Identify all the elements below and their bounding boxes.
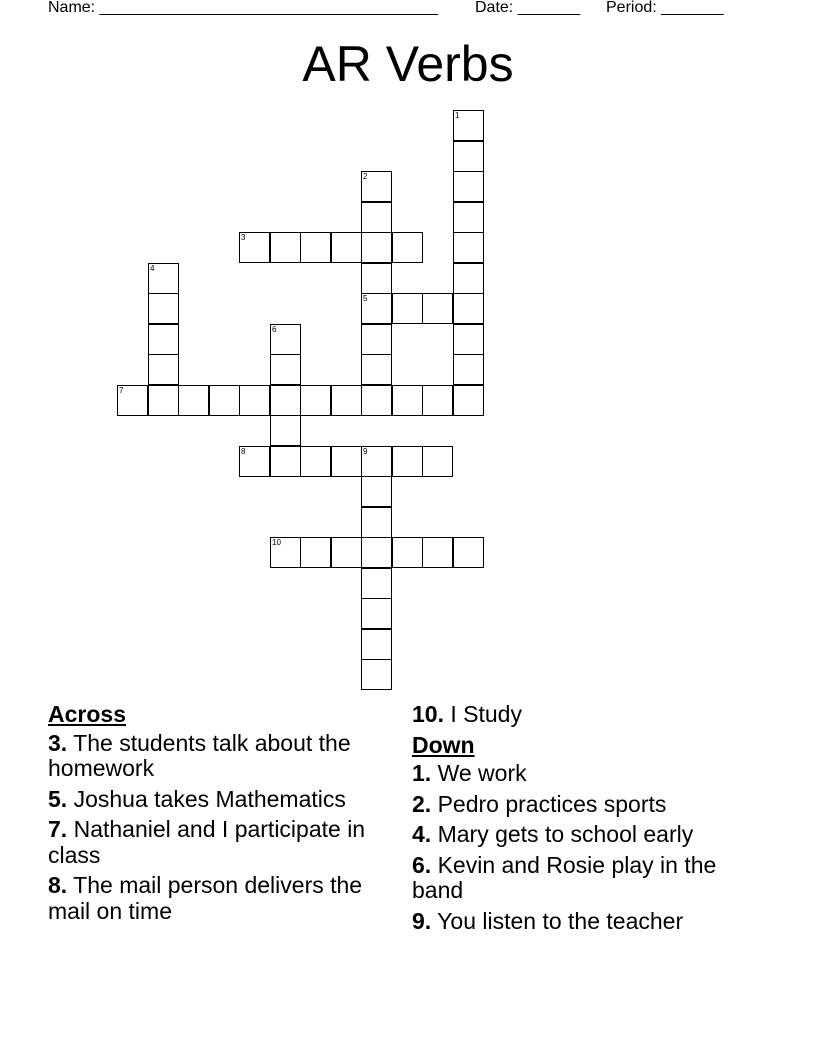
clue-text: Pedro practices sports	[437, 790, 667, 817]
crossword-cell[interactable]	[331, 385, 362, 416]
clues-right-column	[412, 702, 742, 939]
clue-number: 5.	[48, 785, 68, 812]
clue-text: Joshua takes Mathematics	[73, 785, 346, 812]
crossword-cell[interactable]	[361, 629, 392, 660]
crossword-cell[interactable]	[331, 446, 362, 477]
crossword-cell[interactable]	[361, 354, 392, 385]
cell-number: 6	[272, 325, 277, 334]
clue-text: The students talk about the homework	[48, 729, 351, 781]
crossword-cell[interactable]	[239, 232, 270, 263]
crossword-cell[interactable]	[361, 263, 392, 294]
crossword-cell[interactable]	[422, 385, 453, 416]
crossword-cell[interactable]	[117, 385, 148, 416]
period-field-label: Period: _______	[606, 0, 724, 16]
across-clue-7	[48, 817, 378, 868]
crossword-cell[interactable]	[453, 537, 484, 568]
clue-number: 3.	[48, 729, 68, 756]
page-title: AR Verbs	[302, 36, 514, 92]
down-clue-1	[412, 761, 742, 787]
clue-number: 2.	[412, 790, 432, 817]
crossword-cell[interactable]	[178, 385, 209, 416]
crossword-cell[interactable]	[361, 446, 392, 477]
name-field-label: Name: ______________________________________	[48, 0, 438, 16]
clue-number: 4.	[412, 821, 432, 847]
cell-number: 4	[150, 264, 155, 273]
crossword-cell[interactable]	[148, 324, 179, 355]
crossword-cell[interactable]	[148, 263, 179, 294]
cell-number: 9	[363, 447, 368, 456]
crossword-cell[interactable]	[392, 446, 423, 477]
crossword-cell[interactable]	[361, 202, 392, 233]
cell-number: 8	[241, 447, 246, 456]
clue-text: The mail person delivers the mail on time	[48, 872, 363, 924]
down-clue-6	[412, 853, 742, 904]
date-field-label: Date: _______	[475, 0, 580, 16]
clue-text: Mary gets to school early	[437, 821, 694, 847]
across-heading: Across	[48, 701, 126, 727]
crossword-cell[interactable]	[453, 324, 484, 355]
down-clue-9	[412, 909, 742, 935]
crossword-cell[interactable]	[453, 141, 484, 172]
cell-number: 3	[241, 233, 246, 242]
crossword-cell[interactable]	[300, 537, 331, 568]
crossword-cell[interactable]	[300, 446, 331, 477]
crossword-cell[interactable]	[361, 598, 392, 629]
clue-number: 10.	[412, 701, 444, 727]
crossword-cell[interactable]	[453, 232, 484, 263]
crossword-cell[interactable]	[361, 507, 392, 538]
cell-number: 2	[363, 172, 368, 181]
crossword-cell[interactable]	[209, 385, 240, 416]
crossword-cell[interactable]	[453, 110, 484, 141]
clue-number: 6.	[412, 851, 432, 878]
crossword-cell[interactable]	[422, 446, 453, 477]
crossword-cell[interactable]	[270, 354, 301, 385]
crossword-cell[interactable]	[361, 476, 392, 507]
crossword-cell[interactable]	[300, 385, 331, 416]
crossword-cell[interactable]	[361, 171, 392, 202]
crossword-cell[interactable]	[270, 385, 301, 416]
clue-text: You listen to the teacher	[437, 907, 684, 934]
clue-text: I Study	[450, 701, 522, 727]
crossword-cell[interactable]	[361, 385, 392, 416]
crossword-cell[interactable]	[361, 293, 392, 324]
clue-number: 1.	[412, 760, 432, 786]
crossword-cell[interactable]	[148, 293, 179, 324]
crossword-cell[interactable]	[422, 293, 453, 324]
crossword-cell[interactable]	[392, 293, 423, 324]
across-clue-3	[48, 731, 378, 782]
clue-number: 8.	[48, 872, 68, 898]
cell-number: 5	[363, 294, 368, 303]
crossword-cell[interactable]	[453, 202, 484, 233]
crossword-cell[interactable]	[270, 446, 301, 477]
crossword-cell[interactable]	[453, 293, 484, 324]
crossword-cell[interactable]	[392, 537, 423, 568]
crossword-cell[interactable]	[361, 568, 392, 599]
crossword-cell[interactable]	[422, 537, 453, 568]
crossword-cell[interactable]	[148, 354, 179, 385]
down-clue-4	[412, 822, 742, 848]
crossword-cell[interactable]	[453, 171, 484, 202]
crossword-cell[interactable]	[361, 659, 392, 690]
across-clue-10	[412, 702, 742, 728]
crossword-cell[interactable]	[270, 324, 301, 355]
crossword-cell[interactable]	[300, 232, 331, 263]
clue-text: We work	[437, 760, 527, 786]
crossword-cell[interactable]	[270, 232, 301, 263]
crossword-cell[interactable]	[453, 263, 484, 294]
crossword-cell[interactable]	[361, 537, 392, 568]
crossword-cell[interactable]	[392, 232, 423, 263]
crossword-cell[interactable]	[270, 415, 301, 446]
crossword-cell[interactable]	[270, 537, 301, 568]
crossword-cell[interactable]	[239, 446, 270, 477]
crossword-cell[interactable]	[361, 232, 392, 263]
crossword-cell[interactable]	[453, 354, 484, 385]
down-clue-2	[412, 792, 742, 818]
across-clue-5	[48, 787, 378, 813]
down-heading: Down	[412, 731, 475, 758]
cell-number: 1	[455, 111, 460, 120]
clue-number: 7.	[48, 816, 68, 842]
clue-text: Nathaniel and I participate in class	[48, 816, 366, 868]
cell-number: 10	[272, 538, 281, 547]
clue-number: 9.	[412, 907, 432, 934]
crossword-cell[interactable]	[361, 324, 392, 355]
clues-left-column	[48, 702, 378, 929]
crossword-cell[interactable]	[453, 385, 484, 416]
crossword-cell[interactable]	[331, 537, 362, 568]
crossword-cell[interactable]	[331, 232, 362, 263]
crossword-cell[interactable]	[239, 385, 270, 416]
across-clue-8	[48, 873, 378, 924]
crossword-cell[interactable]	[392, 385, 423, 416]
crossword-cell[interactable]	[148, 385, 179, 416]
cell-number: 7	[119, 386, 124, 395]
clue-text: Kevin and Rosie play in the band	[412, 851, 717, 903]
